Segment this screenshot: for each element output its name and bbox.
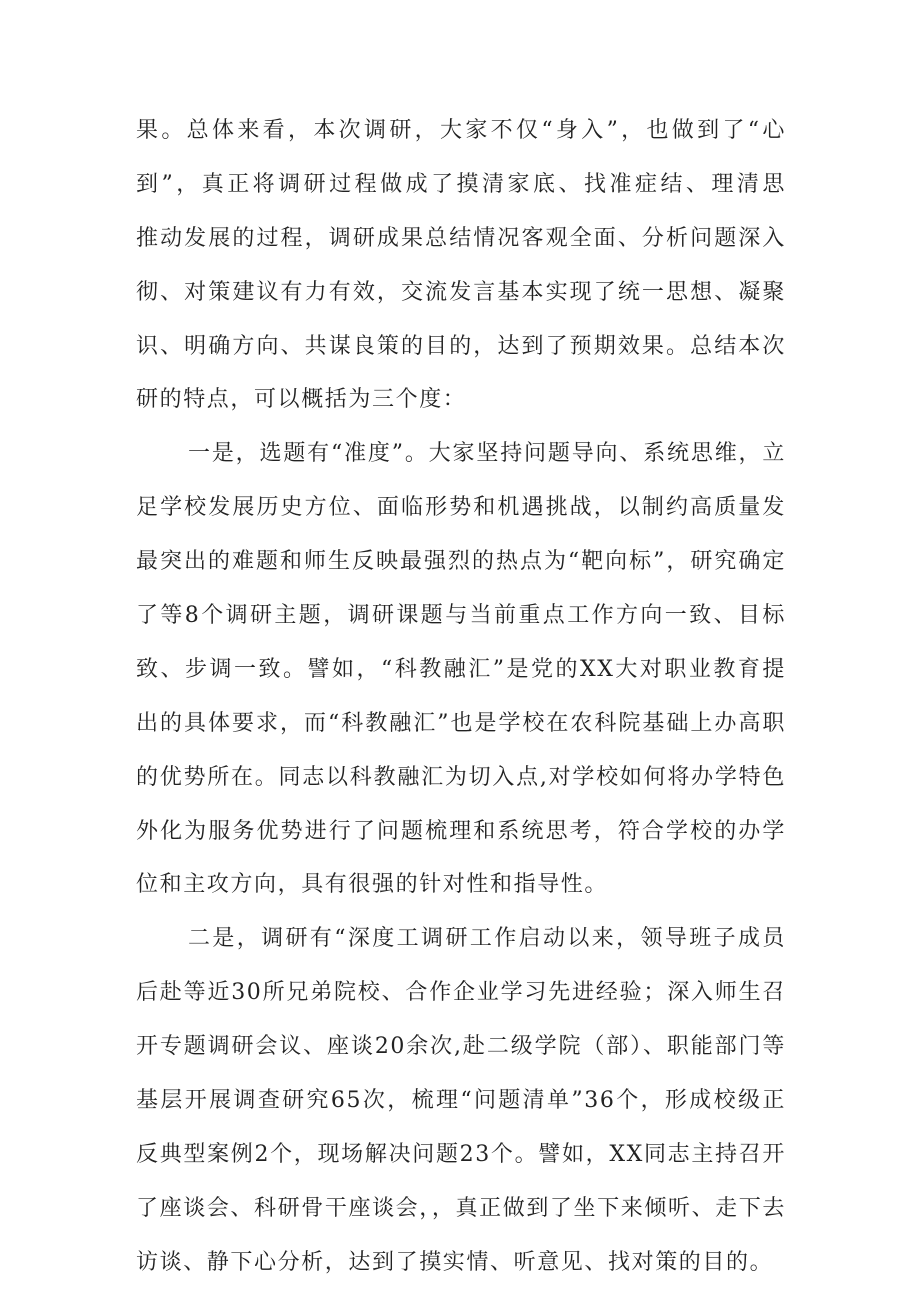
text-line: 出的具体要求，而“科教融汇”也是学校在农科院基础上办高职 [136, 710, 786, 736]
text-line: 足学校发展历史方位、面临形势和机遇挑战，以制约高质量发 [136, 495, 786, 521]
text-line: 果。总体来看，本次调研，大家不仅“身入”，也做到了“心 [136, 118, 786, 143]
text-line: 基层开展调查研究65次，梳理“问题清单”36个，形成校级正 [136, 1088, 786, 1114]
text-line: 识、明确方向、共谋良策的目的，达到了预期效果。总结本次 [136, 333, 786, 359]
text-line: 最突出的难题和师生反映最强烈的热点为“靶向标”，研究确定 [136, 549, 786, 575]
text-line: 位和主攻方向，具有很强的针对性和指导性。 [136, 872, 609, 898]
text-line: 研的特点，可以概括为三个度： [136, 387, 467, 413]
text-line: 开专题调研会议、座谈20余次,赴二级学院（部）、职能部门等 [136, 1034, 786, 1060]
text-line: 二是，调研有“深度工调研工作启动以来，领导班子成员 [188, 926, 786, 952]
text-line: 的优势所在。同志以科教融汇为切入点,对学校如何将办学特色 [136, 764, 786, 790]
text-line: 反典型案例2个，现场解决问题23个。譬如，XX同志主持召开 [136, 1141, 786, 1167]
paragraph-point-two-research-depth [136, 912, 786, 1289]
text-line: 访谈、静下心分析，达到了摸实情、听意见、找对策的目的。 [136, 1249, 774, 1275]
text-line: 了座谈会、科研骨干座谈会，，真正做到了坐下来倾听、走下去 [136, 1195, 786, 1221]
document-body [136, 104, 786, 1290]
paragraph-intro-conclusion [136, 104, 786, 427]
text-line: 后赴等近30所兄弟院校、合作企业学习先进经验；深入师生召 [136, 980, 786, 1006]
text-line: 致、步调一致。譬如，“科教融汇”是党的XX大对职业教育提 [136, 656, 786, 682]
text-line: 了等8个调研主题，调研课题与当前重点工作方向一致、目标 [136, 603, 786, 629]
text-line: 一是，选题有“准度”。大家坚持问题导向、系统思维，立 [188, 441, 786, 467]
text-line: 外化为服务优势进行了问题梳理和系统思考，符合学校的办学 [136, 818, 786, 844]
text-line: 推动发展的过程，调研成果总结情况客观全面、分析问题深入 [136, 225, 786, 251]
text-line: 到”，真正将调研过程做成了摸清家底、找准症结、理清思 [136, 171, 786, 197]
paragraph-point-one-topic-accuracy [136, 427, 786, 912]
text-line: 彻、对策建议有力有效，交流发言基本实现了统一思想、凝聚 [136, 279, 786, 305]
